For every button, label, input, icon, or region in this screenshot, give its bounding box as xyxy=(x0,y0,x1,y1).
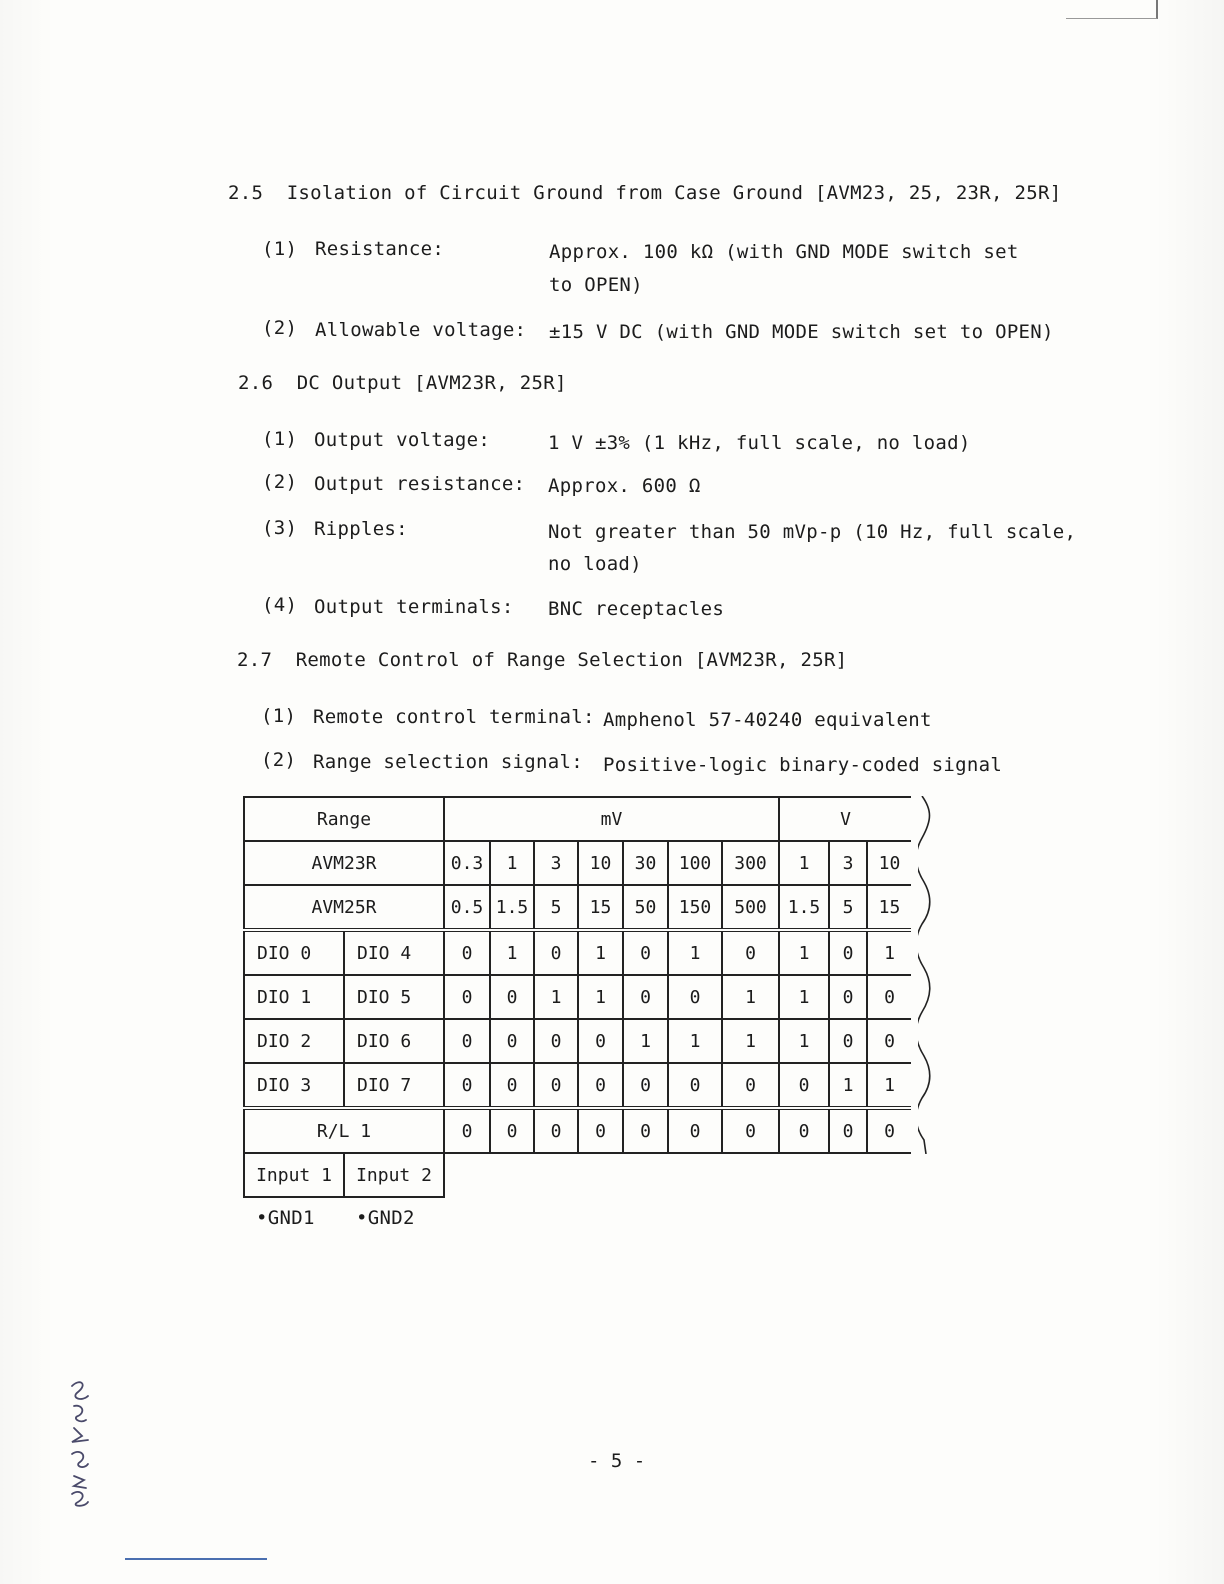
bit-cell: 0 xyxy=(444,1063,490,1108)
dio-label: DIO 1 xyxy=(244,975,344,1019)
range-cell: 0.5 xyxy=(444,885,490,930)
bit-cell: 0 xyxy=(534,930,578,975)
table-row-dio xyxy=(244,1019,911,1063)
item-number: (1) xyxy=(262,238,298,260)
bit-cell: 0 xyxy=(490,975,534,1019)
item-label: Output resistance: xyxy=(314,473,526,495)
bit-cell: 0 xyxy=(578,1019,623,1063)
range-selection-table xyxy=(243,796,911,1198)
bit-cell: 1 xyxy=(867,930,911,975)
bit-cell: 1 xyxy=(779,975,829,1019)
bit-cell: 0 xyxy=(534,1019,578,1063)
item-value: Not greater than 50 mVp-p (10 Hz, full scale, xyxy=(548,521,1077,543)
bit-cell: 0 xyxy=(867,1108,911,1153)
model-label: AVM25R xyxy=(244,885,444,930)
item-label: Allowable voltage: xyxy=(315,319,527,341)
bit-cell: 0 xyxy=(779,1108,829,1153)
item-number: (2) xyxy=(261,749,297,771)
item-value: ±15 V DC (with GND MODE switch set to OPEN) xyxy=(549,321,1054,343)
dio-label: DIO 2 xyxy=(244,1019,344,1063)
item-label: Output terminals: xyxy=(314,596,514,618)
item-number: (1) xyxy=(262,428,298,450)
corner-mark xyxy=(1066,0,1158,19)
range-cell: 30 xyxy=(623,841,668,885)
bit-cell: 0 xyxy=(779,1063,829,1108)
range-cell: 300 xyxy=(722,841,779,885)
range-cell: 500 xyxy=(722,885,779,930)
bit-cell: 0 xyxy=(534,1063,578,1108)
scan-edge-left xyxy=(0,0,55,1584)
item-number: (1) xyxy=(261,705,297,727)
mv-header: mV xyxy=(444,797,779,841)
bit-cell: 0 xyxy=(722,1108,779,1153)
bit-cell: 1 xyxy=(623,1019,668,1063)
bit-cell: 1 xyxy=(534,975,578,1019)
table-row-dio xyxy=(244,1063,911,1108)
v-header: V xyxy=(779,797,911,841)
bit-cell: 0 xyxy=(829,1108,867,1153)
range-cell: 3 xyxy=(829,841,867,885)
gnd2-text: GND2 xyxy=(367,1207,415,1229)
bit-cell: 0 xyxy=(534,1108,578,1153)
section-2-7-heading: 2.7 Remote Control of Range Selection [AVM23R, 25R] xyxy=(237,649,848,671)
table-row-input xyxy=(244,1153,911,1197)
range-cell: 1 xyxy=(490,841,534,885)
item-number: (2) xyxy=(262,471,298,493)
bit-cell: 1 xyxy=(490,930,534,975)
rl-label: R/L 1 xyxy=(244,1108,444,1153)
range-cell: 15 xyxy=(578,885,623,930)
bit-cell: 0 xyxy=(722,1063,779,1108)
range-cell: 5 xyxy=(534,885,578,930)
item-value-cont: no load) xyxy=(548,553,642,575)
item-number: (3) xyxy=(262,517,298,539)
range-cell: 1.5 xyxy=(490,885,534,930)
bit-cell: 0 xyxy=(829,930,867,975)
bit-cell: 0 xyxy=(623,1108,668,1153)
bit-cell: 0 xyxy=(867,1019,911,1063)
item-value: BNC receptacles xyxy=(548,598,725,620)
dio-label: DIO 4 xyxy=(344,930,444,975)
range-cell: 1 xyxy=(779,841,829,885)
bit-cell: 0 xyxy=(444,1019,490,1063)
bit-cell: 0 xyxy=(490,1108,534,1153)
item-number: (4) xyxy=(262,594,298,616)
item-number: (2) xyxy=(262,317,298,339)
bit-cell: 1 xyxy=(779,930,829,975)
range-header: Range xyxy=(244,797,444,841)
range-cell: 150 xyxy=(668,885,722,930)
dio-label: DIO 6 xyxy=(344,1019,444,1063)
page-number: - 5 - xyxy=(588,1450,646,1472)
bit-cell: 0 xyxy=(623,1063,668,1108)
bit-cell: 0 xyxy=(444,1108,490,1153)
dio-label: DIO 3 xyxy=(244,1063,344,1108)
bit-cell: 0 xyxy=(623,975,668,1019)
item-value-cont: to OPEN) xyxy=(549,274,643,296)
section-2-6-heading: 2.6 DC Output [AVM23R, 25R] xyxy=(238,372,567,394)
gnd1-text: GND1 xyxy=(267,1207,315,1229)
item-value: Approx. 600 Ω xyxy=(548,475,701,497)
bit-cell: 0 xyxy=(668,1063,722,1108)
table-row-avm23r xyxy=(244,841,911,885)
range-cell: 0.3 xyxy=(444,841,490,885)
bit-cell: 1 xyxy=(722,1019,779,1063)
bit-cell: 1 xyxy=(779,1019,829,1063)
table-row-dio xyxy=(244,975,911,1019)
item-label: Range selection signal: xyxy=(313,751,583,773)
bit-cell: 1 xyxy=(578,930,623,975)
range-cell: 10 xyxy=(578,841,623,885)
item-value: Approx. 100 kΩ (with GND MODE switch set xyxy=(549,241,1019,263)
bit-cell: 1 xyxy=(722,975,779,1019)
bit-cell: 0 xyxy=(668,1108,722,1153)
range-cell: 1.5 xyxy=(779,885,829,930)
bit-cell: 0 xyxy=(722,930,779,975)
bit-cell: 0 xyxy=(578,1063,623,1108)
range-cell: 5 xyxy=(829,885,867,930)
range-cell: 10 xyxy=(867,841,911,885)
bit-cell: 1 xyxy=(668,930,722,975)
bit-cell: 1 xyxy=(829,1063,867,1108)
range-cell: 15 xyxy=(867,885,911,930)
item-label: Output voltage: xyxy=(314,429,491,451)
gnd1-label: •GND1 xyxy=(256,1207,315,1229)
table-header-row xyxy=(244,797,911,841)
dio-label: DIO 7 xyxy=(344,1063,444,1108)
table-row-dio xyxy=(244,930,911,975)
input-2-label: Input 2 xyxy=(344,1153,444,1197)
dio-label: DIO 5 xyxy=(344,975,444,1019)
model-label: AVM23R xyxy=(244,841,444,885)
bit-cell: 1 xyxy=(867,1063,911,1108)
bit-cell: 0 xyxy=(829,975,867,1019)
bit-cell: 0 xyxy=(444,930,490,975)
input-1-label: Input 1 xyxy=(244,1153,344,1197)
bit-cell: 0 xyxy=(444,975,490,1019)
bit-cell: 0 xyxy=(623,930,668,975)
bit-cell: 0 xyxy=(668,975,722,1019)
item-value: Amphenol 57-40240 equivalent xyxy=(603,709,932,731)
bit-cell: 0 xyxy=(829,1019,867,1063)
bit-cell: 1 xyxy=(668,1019,722,1063)
table-break-wavy-edge xyxy=(918,796,932,1154)
item-label: Ripples: xyxy=(314,518,408,540)
section-2-5-heading: 2.5 Isolation of Circuit Ground from Case Ground [AVM23, 25, 23R, 25R] xyxy=(228,182,1062,204)
dio-label: DIO 0 xyxy=(244,930,344,975)
range-cell: 50 xyxy=(623,885,668,930)
bit-cell: 0 xyxy=(578,1108,623,1153)
bit-cell: 0 xyxy=(490,1063,534,1108)
item-label: Remote control terminal: xyxy=(313,706,595,728)
scan-edge-right xyxy=(1154,0,1224,1584)
bit-cell: 0 xyxy=(867,975,911,1019)
table-row-avm25r xyxy=(244,885,911,930)
item-value: Positive-logic binary-coded signal xyxy=(603,754,1003,776)
gnd2-label: •GND2 xyxy=(356,1207,415,1229)
bit-cell: 0 xyxy=(490,1019,534,1063)
table-row-rl xyxy=(244,1108,911,1153)
bottom-edge-mark xyxy=(125,1558,267,1560)
range-cell: 100 xyxy=(668,841,722,885)
range-cell: 3 xyxy=(534,841,578,885)
item-value: 1 V ±3% (1 kHz, full scale, no load) xyxy=(548,432,971,454)
item-label: Resistance: xyxy=(315,238,445,260)
bit-cell: 1 xyxy=(578,975,623,1019)
handwritten-stamp xyxy=(66,1378,100,1508)
